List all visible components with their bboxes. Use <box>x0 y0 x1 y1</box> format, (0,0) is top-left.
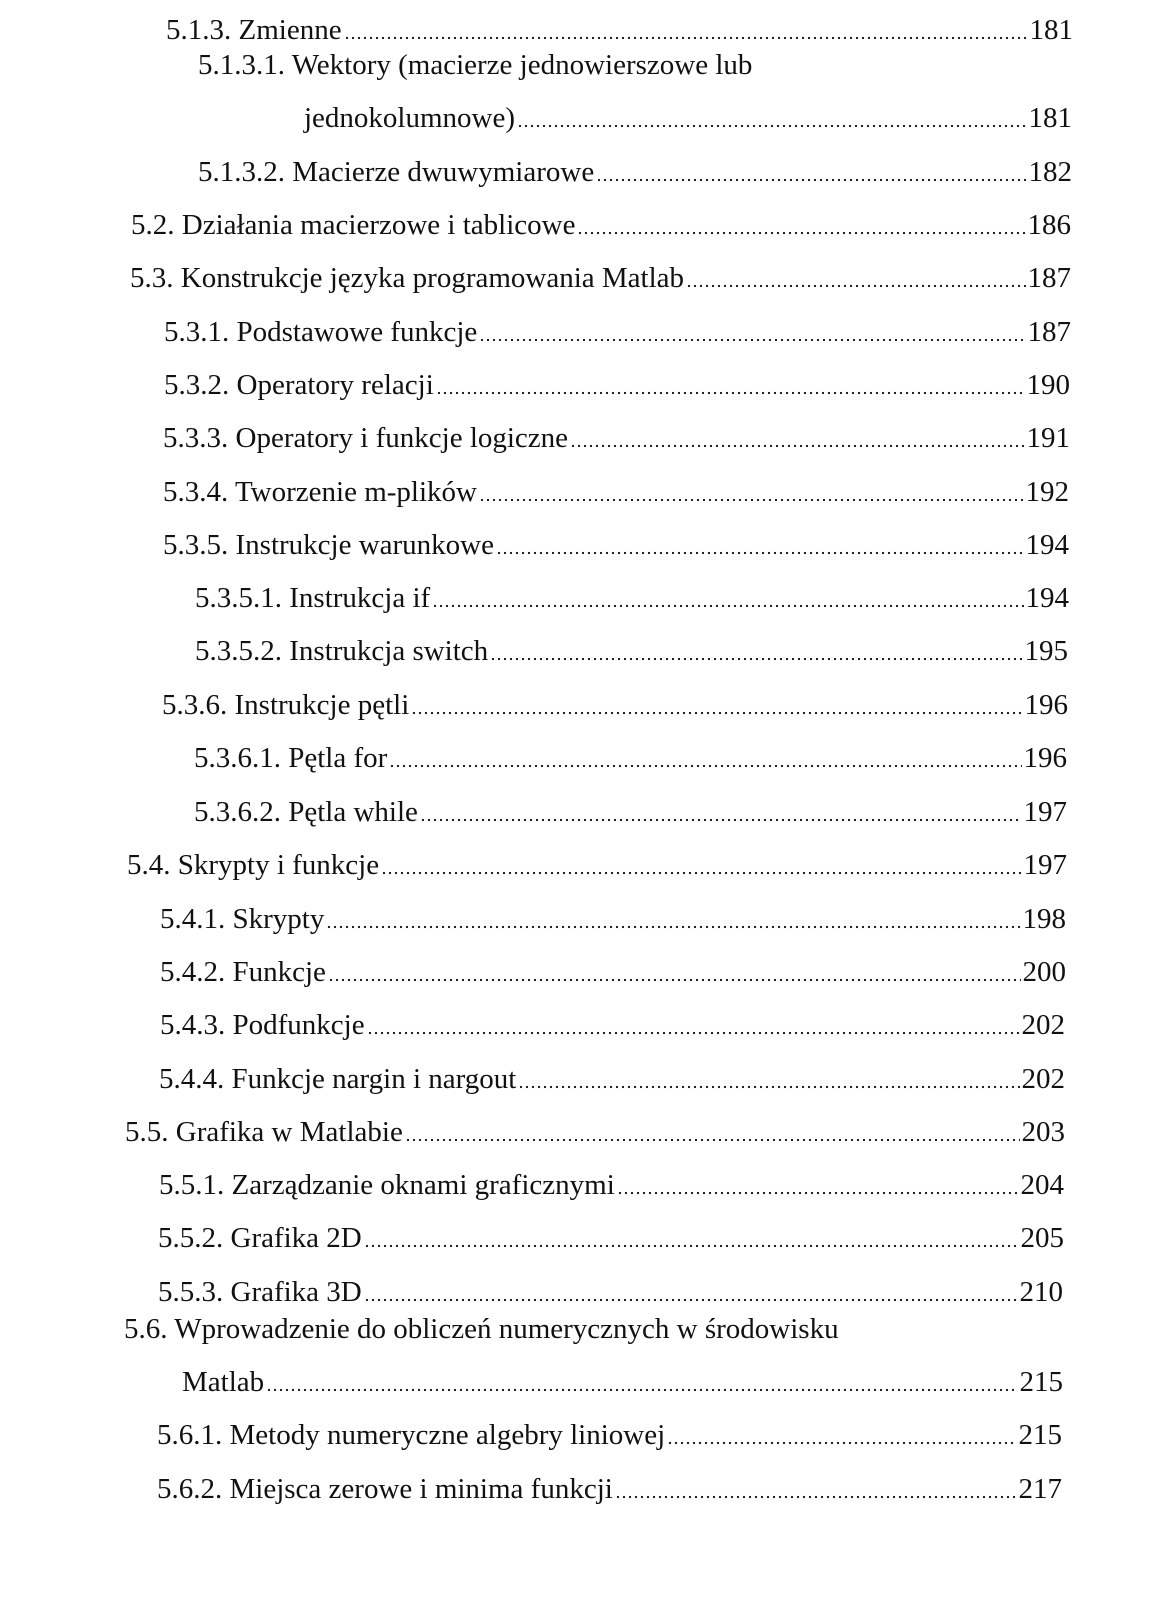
toc-entry <box>158 1220 1064 1256</box>
dot-leader <box>344 36 1028 40</box>
dot-leader <box>389 764 1021 768</box>
toc-entry <box>164 367 1070 403</box>
dot-leader <box>479 338 1025 342</box>
dot-leader <box>405 1138 1020 1142</box>
toc-entry-title: 5.3. Konstrukcje języka programowania Matlab <box>130 262 685 294</box>
toc-entry-title: 5.1.3.1. Wektory (macierze jednowierszowe lub <box>198 49 753 81</box>
dot-leader <box>381 871 1021 875</box>
toc-page-number: 192 <box>1025 476 1069 508</box>
toc-entry <box>195 633 1068 669</box>
toc-entry <box>160 954 1066 990</box>
toc-entry <box>164 314 1071 350</box>
toc-page-number: 200 <box>1022 956 1066 988</box>
toc-page-number: 182 <box>1028 156 1072 188</box>
dot-leader <box>577 231 1025 235</box>
dot-leader <box>617 1191 1019 1195</box>
toc-entry <box>194 794 1067 830</box>
toc-entry-title: 5.3.3. Operatory i funkcje logiczne <box>163 422 569 454</box>
toc-page-number: 215 <box>1019 1366 1063 1398</box>
toc-entry-title: 5.3.6.2. Pętla while <box>194 796 418 828</box>
dot-leader <box>367 1031 1020 1035</box>
dot-leader <box>496 551 1024 555</box>
dot-leader <box>479 498 1024 502</box>
toc-page-number: 194 <box>1025 582 1069 614</box>
toc-page-number: 197 <box>1023 796 1067 828</box>
dot-leader <box>266 1388 1017 1392</box>
toc-entry-title: 5.5. Grafika w Matlabie <box>125 1116 403 1148</box>
toc-entry-title: 5.4. Skrypty i funkcje <box>127 849 380 881</box>
dot-leader <box>615 1495 1017 1499</box>
toc-entry-title: 5.1.3.2. Macierze dwuwymiarowe <box>198 156 595 188</box>
toc-page-number: 187 <box>1027 262 1071 294</box>
toc-entry <box>198 154 1072 190</box>
dot-leader <box>326 925 1020 929</box>
toc-entry <box>162 687 1068 723</box>
toc-entry-title: 5.3.6.1. Pętla for <box>194 742 388 774</box>
toc-entry-title: 5.3.6. Instrukcje pętli <box>162 689 410 721</box>
toc-entry <box>166 12 1073 48</box>
toc-page-number: 197 <box>1023 849 1067 881</box>
toc-entry-title: 5.6.1. Metody numeryczne algebry liniowej <box>157 1419 666 1451</box>
toc-entry <box>127 847 1067 883</box>
toc-entry <box>158 1274 1063 1310</box>
toc-entry-title: 5.4.1. Skrypty <box>160 903 325 935</box>
toc-entry-title: 5.5.2. Grafika 2D <box>158 1222 362 1254</box>
toc-entry-title: 5.1.3. Zmienne <box>166 14 342 46</box>
toc-entry <box>163 420 1070 456</box>
toc-entry-title: 5.4.2. Funkcje <box>160 956 326 988</box>
toc-entry-title: 5.5.3. Grafika 3D <box>158 1276 362 1308</box>
dot-leader <box>667 1441 1016 1445</box>
toc-page-number: 187 <box>1027 316 1071 348</box>
toc-entry-title-continued: jednokolumnowe) <box>304 102 516 134</box>
toc-entry <box>160 901 1066 937</box>
toc-page-number: 203 <box>1021 1116 1065 1148</box>
toc-entry-title: 5.4.3. Podfunkcje <box>160 1009 365 1041</box>
toc-entry <box>157 1417 1062 1453</box>
toc-page-number: 181 <box>1028 102 1072 134</box>
dot-leader <box>490 657 1022 661</box>
dot-leader <box>420 818 1022 822</box>
toc-page-number: 194 <box>1025 529 1069 561</box>
toc-entry-title-continued: Matlab <box>182 1366 265 1398</box>
toc-entry-title: 5.3.5. Instrukcje warunkowe <box>163 529 494 561</box>
dot-leader <box>364 1298 1018 1302</box>
toc-page-number: 196 <box>1023 742 1067 774</box>
toc-entry-title: 5.6.2. Miejsca zerowe i minima funkcji <box>157 1473 613 1505</box>
toc-entry <box>304 100 1072 136</box>
dot-leader <box>436 391 1025 395</box>
toc-page-number: 204 <box>1020 1169 1064 1201</box>
toc-entry-title: 5.2. Działania macierzowe i tablicowe <box>131 209 576 241</box>
toc-entry <box>194 740 1067 776</box>
dot-leader <box>364 1244 1019 1248</box>
toc-entry-title: 5.3.1. Podstawowe funkcje <box>164 316 478 348</box>
toc-page-number: 191 <box>1026 422 1070 454</box>
toc-entry <box>160 1007 1065 1043</box>
toc-page-number: 202 <box>1021 1009 1065 1041</box>
toc-page-number: 205 <box>1020 1222 1064 1254</box>
dot-leader <box>432 604 1023 608</box>
toc-entry <box>163 474 1069 510</box>
toc-entry <box>195 580 1069 616</box>
toc-page-number: 190 <box>1026 369 1070 401</box>
dot-leader <box>570 444 1024 448</box>
toc-page-number: 215 <box>1018 1419 1062 1451</box>
toc-entry <box>130 260 1071 296</box>
toc-entry <box>131 207 1071 243</box>
toc-page-number: 198 <box>1022 903 1066 935</box>
dot-leader <box>518 1085 1019 1089</box>
toc-entry <box>163 527 1069 563</box>
toc-entry-title: 5.4.4. Funkcje nargin i nargout <box>159 1063 517 1095</box>
dot-leader <box>411 711 1022 715</box>
toc-entry-title: 5.3.4. Tworzenie m-plików <box>163 476 477 508</box>
toc-entry-title: 5.5.1. Zarządzanie oknami graficznymi <box>159 1169 615 1201</box>
toc-page-number: 217 <box>1018 1473 1062 1505</box>
dot-leader <box>596 178 1026 182</box>
toc-entry <box>159 1167 1064 1203</box>
toc-entry-title: 5.6. Wprowadzenie do obliczeń numerycznych w środowisku <box>124 1313 839 1345</box>
dot-leader <box>328 978 1021 982</box>
dot-leader <box>686 284 1025 288</box>
toc-entry-title: 5.3.5.2. Instrukcja switch <box>195 635 489 667</box>
toc-entry <box>182 1364 1063 1400</box>
dot-leader <box>517 124 1026 128</box>
toc-page-number: 181 <box>1029 14 1073 46</box>
toc-entry-title: 5.3.5.1. Instrukcja if <box>195 582 431 614</box>
toc-page-number: 202 <box>1021 1063 1065 1095</box>
toc-entry-title: 5.3.2. Operatory relacji <box>164 369 434 401</box>
toc-page-number: 195 <box>1024 635 1068 667</box>
toc-entry <box>125 1114 1065 1150</box>
toc-page-number: 210 <box>1019 1276 1063 1308</box>
toc-entry <box>159 1061 1065 1097</box>
toc-page-number: 186 <box>1027 209 1071 241</box>
toc-page-number: 196 <box>1024 689 1068 721</box>
toc-entry <box>157 1471 1062 1507</box>
